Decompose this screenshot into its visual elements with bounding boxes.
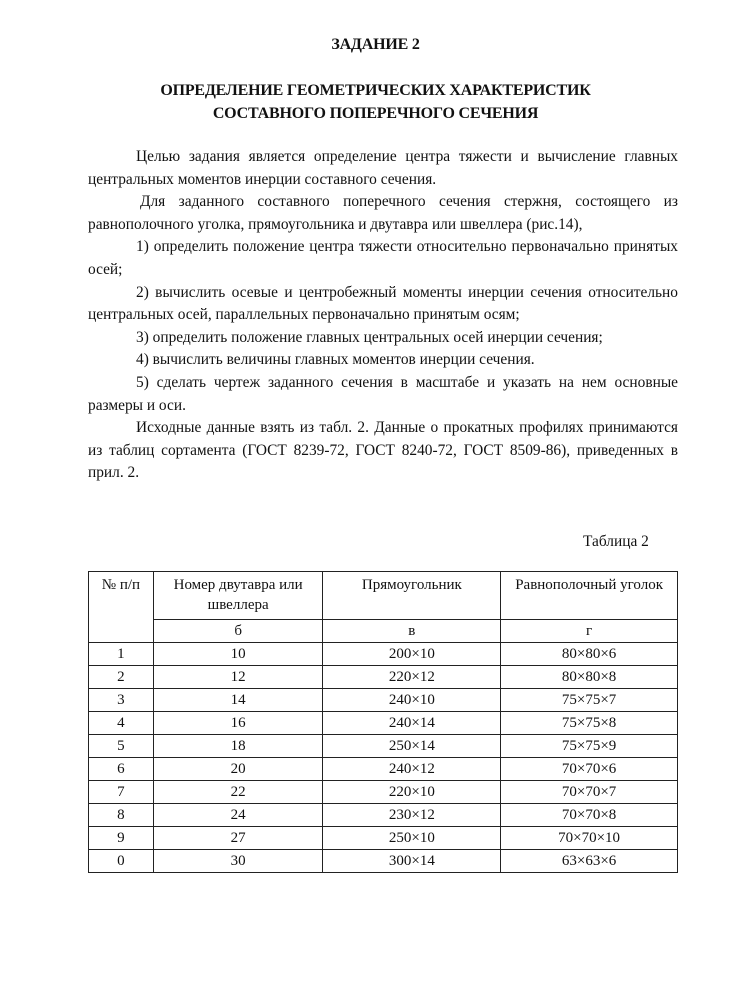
cell: 24 — [153, 804, 323, 827]
paragraph-goal: Целью задания является определение центра тяжести и вычисление главных центральных моментов инерции составного сечения. — [88, 148, 678, 188]
cell: 22 — [153, 781, 323, 804]
cell: 20 — [153, 758, 323, 781]
table-row — [89, 689, 678, 712]
paragraph-step-3: 3) определить положение главных центральных осей инерции сечения; — [136, 328, 603, 346]
cell: 75×75×9 — [501, 735, 678, 758]
subheader-g: г — [501, 620, 678, 643]
paragraph-step-1: 1) определить положение центра тяжести относительно первоначально принятых осей; — [88, 238, 678, 278]
table-row — [89, 758, 678, 781]
cell: 6 — [89, 758, 154, 781]
cell: 70×70×10 — [501, 827, 678, 850]
table-subheader-row — [89, 620, 678, 643]
table-row — [89, 666, 678, 689]
body-text — [88, 146, 678, 485]
cell: 10 — [153, 643, 323, 666]
cell: 80×80×8 — [501, 666, 678, 689]
cell: 4 — [89, 712, 154, 735]
paragraph-step-2: 2) вычислить осевые и центробежный моменты инерции сечения относительно центральных осей, параллельных первоначально принятым осям; — [88, 283, 678, 324]
cell: 250×10 — [323, 827, 501, 850]
cell: 80×80×6 — [501, 643, 678, 666]
cell: 75×75×8 — [501, 712, 678, 735]
table-row — [89, 850, 678, 873]
header-angle: Равнополочный уголок — [501, 572, 678, 620]
cell: 1 — [89, 643, 154, 666]
header-rectangle: Прямоугольник — [323, 572, 501, 620]
cell: 240×14 — [323, 712, 501, 735]
cell: 30 — [153, 850, 323, 873]
table-header-row — [89, 572, 678, 620]
table-row — [89, 643, 678, 666]
table-row — [89, 735, 678, 758]
section-title-line-1: ОПРЕДЕЛЕНИЕ ГЕОМЕТРИЧЕСКИХ ХАРАКТЕРИСТИК — [160, 82, 591, 99]
cell: 7 — [89, 781, 154, 804]
table-row — [89, 712, 678, 735]
header-number: № п/п — [89, 572, 154, 643]
subheader-b: б — [153, 620, 323, 643]
section-title-line-2: СОСТАВНОГО ПОПЕРЕЧНОГО СЕЧЕНИЯ — [212, 105, 539, 122]
cell: 70×70×7 — [501, 781, 678, 804]
cell: 5 — [89, 735, 154, 758]
assignment-heading: ЗАДАНИЕ 2 — [331, 36, 420, 53]
cell: 220×12 — [323, 666, 501, 689]
table-row — [89, 804, 678, 827]
paragraph-intro: Для заданного составного поперечного сечения стержня, состоящего из равнополочного уголка, прямоугольника и двутавра или швеллера (рис.14), — [88, 193, 678, 233]
cell: 70×70×6 — [501, 758, 678, 781]
cell: 27 — [153, 827, 323, 850]
table-caption: Таблица 2 — [583, 533, 649, 550]
cell: 240×10 — [323, 689, 501, 712]
cell: 14 — [153, 689, 323, 712]
cell: 3 — [89, 689, 154, 712]
table-row — [89, 827, 678, 850]
cell: 0 — [89, 850, 154, 873]
paragraph-step-5: 5) сделать чертеж заданного сечения в масштабе и указать на нем основные размеры и оси. — [88, 373, 678, 414]
paragraph-step-4: 4) вычислить величины главных моментов инерции сечения. — [136, 351, 535, 369]
cell: 18 — [153, 735, 323, 758]
cell: 12 — [153, 666, 323, 689]
cell: 16 — [153, 712, 323, 735]
cell: 240×12 — [323, 758, 501, 781]
cell: 230×12 — [323, 804, 501, 827]
paragraph-source-data: Исходные данные взять из табл. 2. Данные о прокатных профилях принимаются из таблиц сортамента (ГОСТ 8239-72, ГОСТ 8240-72, ГОСТ 8509-86), приведенных в прил. 2. — [88, 419, 678, 482]
cell: 9 — [89, 827, 154, 850]
header-beam: Номер двутавра или швеллера — [153, 572, 323, 620]
cell: 75×75×7 — [501, 689, 678, 712]
cell: 8 — [89, 804, 154, 827]
data-table — [88, 571, 678, 873]
cell: 2 — [89, 666, 154, 689]
cell: 250×14 — [323, 735, 501, 758]
cell: 200×10 — [323, 643, 501, 666]
cell: 220×10 — [323, 781, 501, 804]
cell: 63×63×6 — [501, 850, 678, 873]
cell: 70×70×8 — [501, 804, 678, 827]
cell: 300×14 — [323, 850, 501, 873]
table-row — [89, 781, 678, 804]
subheader-v: в — [323, 620, 501, 643]
